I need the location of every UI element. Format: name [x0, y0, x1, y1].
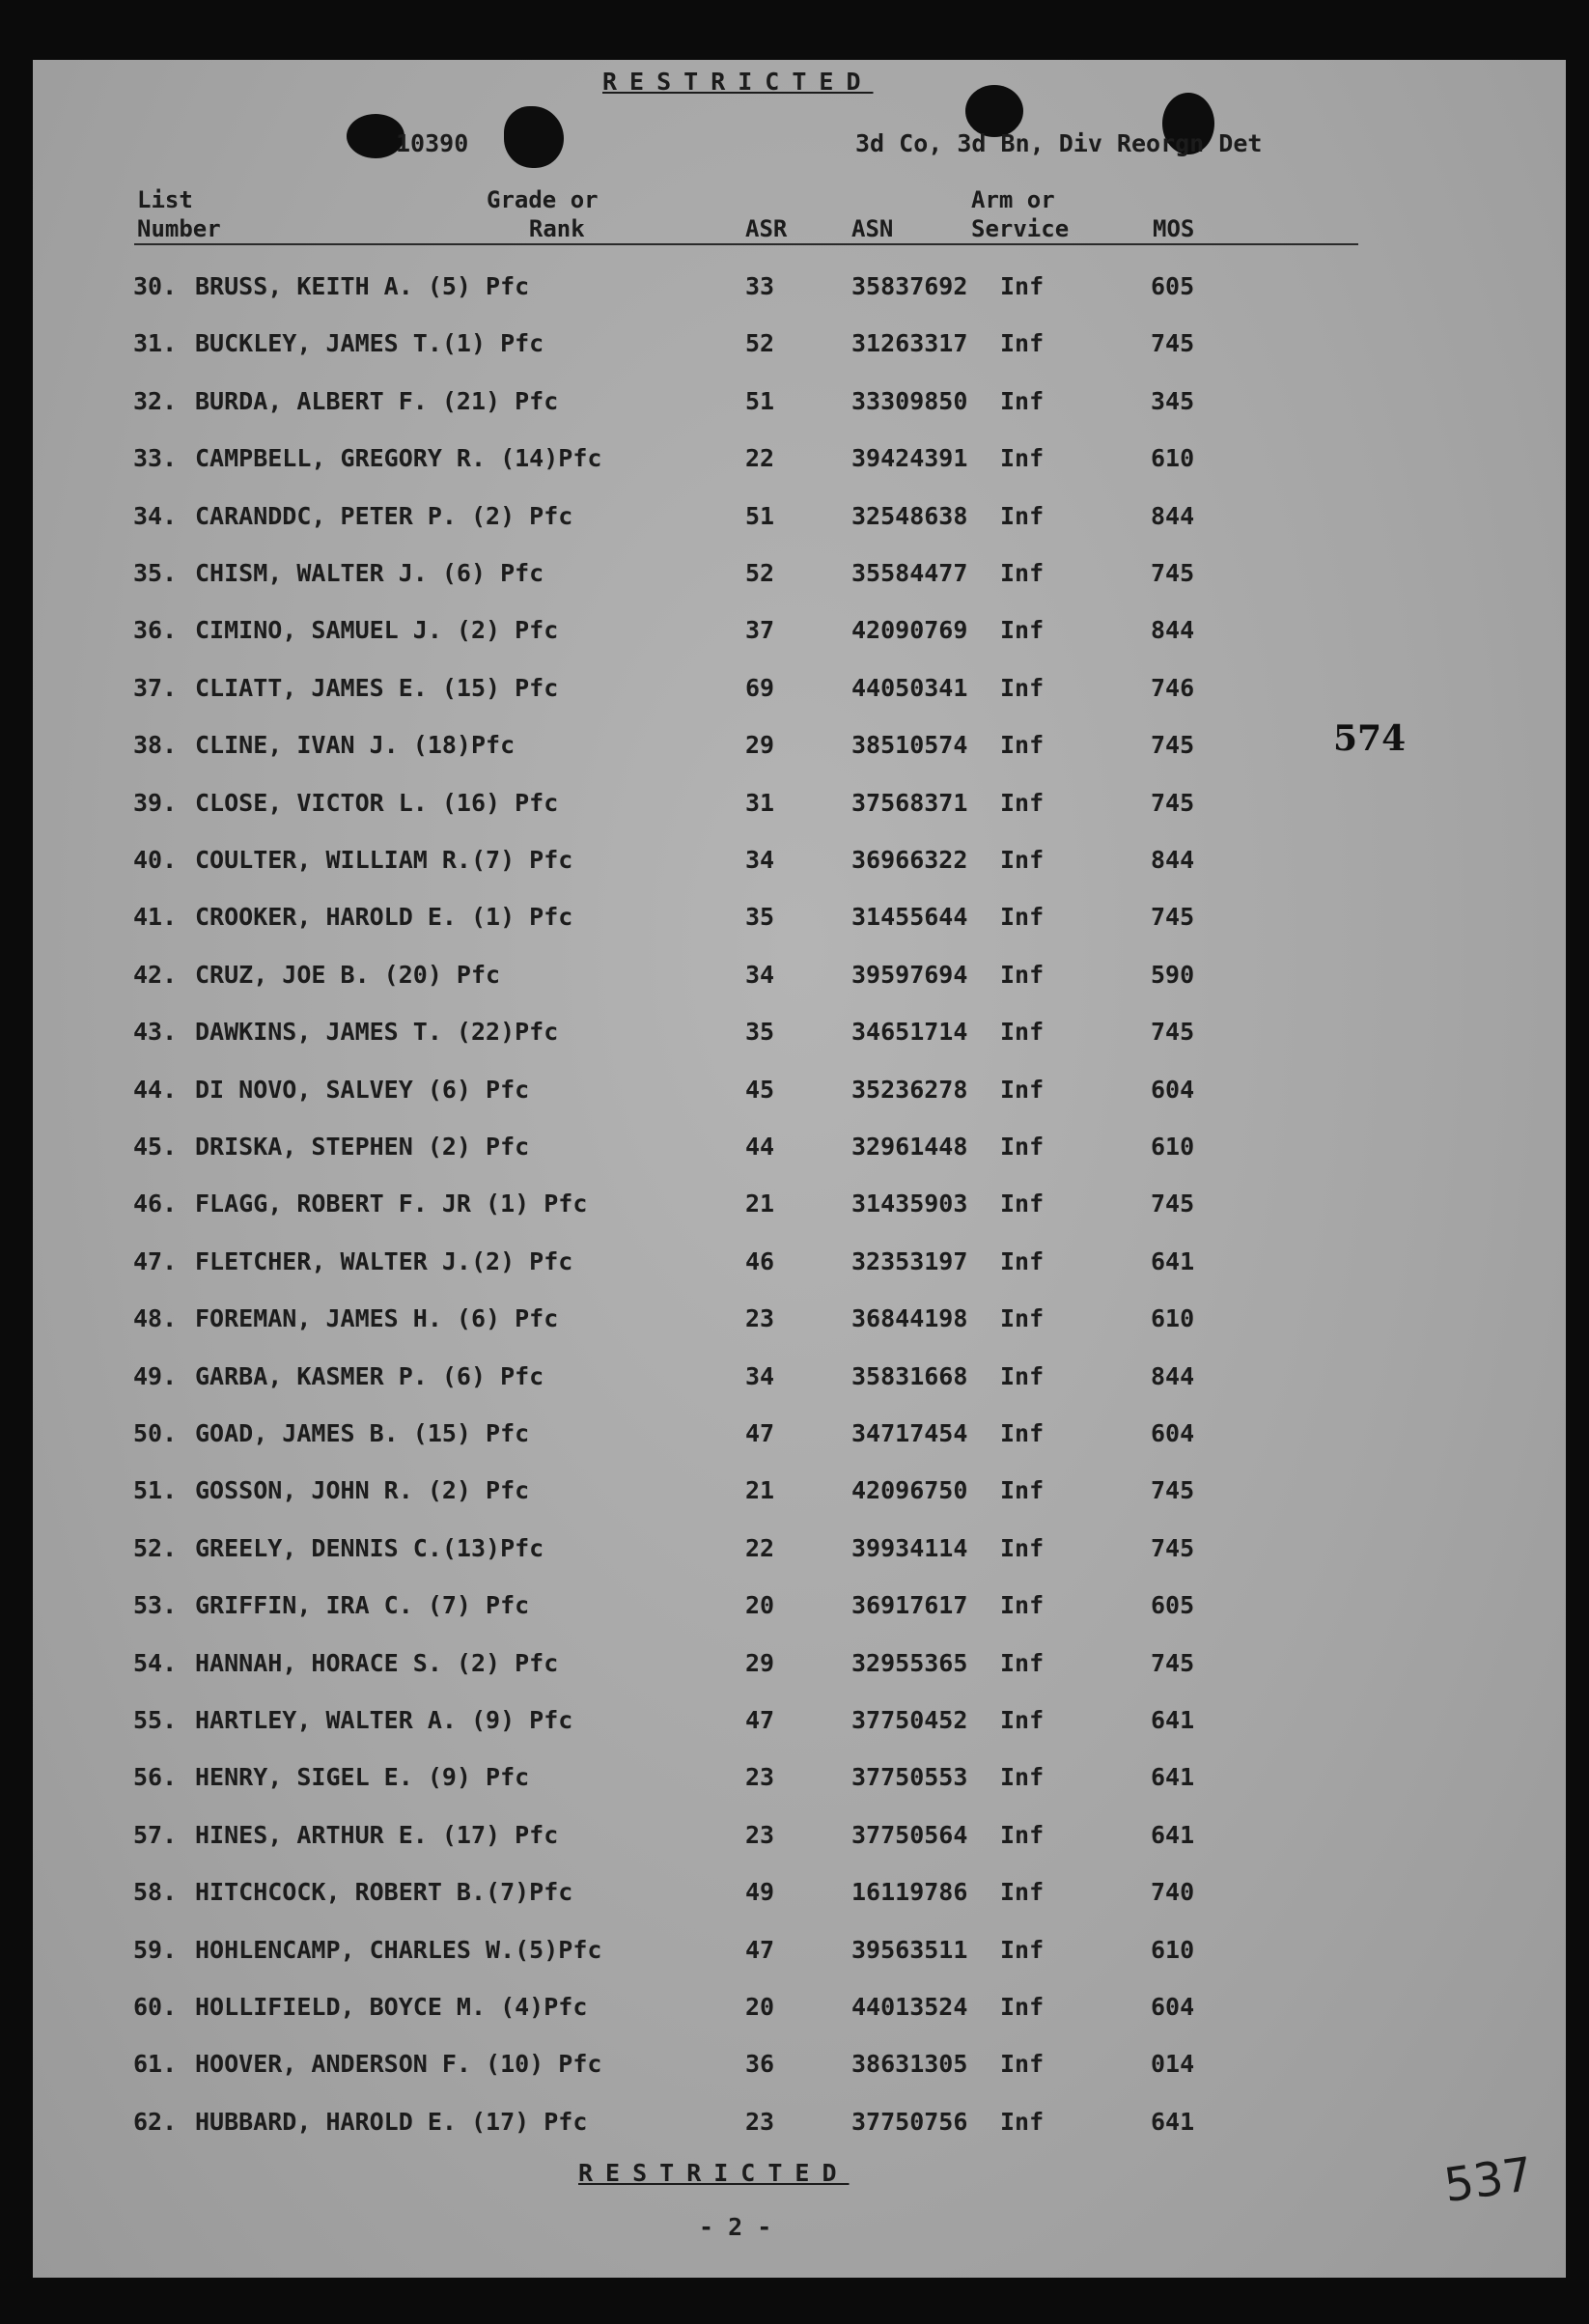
name-grade-cell: GOSSON, JOHN R. (2) Pfc	[195, 1476, 530, 1505]
arm-service-cell: Inf	[1000, 329, 1045, 358]
asn-cell: 39563511	[851, 1935, 968, 1964]
list-number-cell: 60.	[133, 1993, 178, 2021]
page-number: - 2 -	[699, 2213, 772, 2241]
arm-service-cell: Inf	[1000, 1533, 1045, 1562]
mos-cell: 604	[1151, 1419, 1195, 1447]
asr-cell: 51	[745, 386, 775, 415]
asn-cell: 39597694	[851, 960, 968, 989]
mos-cell: 745	[1151, 1648, 1195, 1677]
name-grade-cell: GREELY, DENNIS C.(13)Pfc	[195, 1533, 544, 1562]
header-classification: RESTRICTED	[602, 68, 874, 96]
asn-cell: 35236278	[851, 1075, 968, 1104]
asr-cell: 31	[745, 788, 775, 817]
list-number-cell: 55.	[133, 1706, 178, 1734]
col-header-arm: Arm or Service	[971, 186, 1070, 242]
asr-cell: 44	[745, 1133, 775, 1161]
asn-cell: 37568371	[851, 788, 968, 817]
arm-service-cell: Inf	[1000, 386, 1045, 415]
arm-service-cell: Inf	[1000, 673, 1045, 702]
mos-cell: 745	[1151, 1190, 1195, 1218]
asn-cell: 44050341	[851, 673, 968, 702]
asr-cell: 34	[745, 960, 775, 989]
table-row	[33, 1476, 1566, 1515]
arm-service-cell: Inf	[1000, 1763, 1045, 1792]
name-grade-cell: HOOVER, ANDERSON F. (10) Pfc	[195, 2050, 602, 2079]
arm-service-cell: Inf	[1000, 1419, 1045, 1447]
asn-cell: 39424391	[851, 444, 968, 473]
arm-service-cell: Inf	[1000, 731, 1045, 760]
table-row	[33, 1591, 1566, 1630]
list-number-cell: 56.	[133, 1763, 178, 1792]
list-number-cell: 31.	[133, 329, 178, 358]
list-number-cell: 32.	[133, 386, 178, 415]
name-grade-cell: CROOKER, HAROLD E. (1) Pfc	[195, 903, 573, 932]
arm-service-cell: Inf	[1000, 2107, 1045, 2136]
table-row	[33, 616, 1566, 655]
mos-cell: 740	[1151, 1878, 1195, 1907]
arm-service-cell: Inf	[1000, 1993, 1045, 2021]
table-row	[33, 272, 1566, 311]
document-page	[33, 60, 1566, 2278]
table-row	[33, 1936, 1566, 1974]
asn-cell: 31435903	[851, 1190, 968, 1218]
mos-cell: 610	[1151, 1133, 1195, 1161]
name-grade-cell: CARANDDC, PETER P. (2) Pfc	[195, 501, 573, 530]
list-number-cell: 54.	[133, 1648, 178, 1677]
table-row	[33, 444, 1566, 483]
list-number-cell: 51.	[133, 1476, 178, 1505]
mos-cell: 745	[1151, 903, 1195, 932]
name-grade-cell: CIMINO, SAMUEL J. (2) Pfc	[195, 616, 559, 645]
asr-cell: 29	[745, 731, 775, 760]
name-grade-cell: HOHLENCAMP, CHARLES W.(5)Pfc	[195, 1935, 602, 1964]
table-row	[33, 1706, 1566, 1745]
arm-service-cell: Inf	[1000, 846, 1045, 874]
asr-cell: 69	[745, 673, 775, 702]
asr-cell: 22	[745, 444, 775, 473]
name-grade-cell: FLAGG, ROBERT F. JR (1) Pfc	[195, 1190, 588, 1218]
asn-cell: 38510574	[851, 731, 968, 760]
asn-cell: 42090769	[851, 616, 968, 645]
mos-cell: 844	[1151, 616, 1195, 645]
mos-cell: 604	[1151, 1075, 1195, 1104]
table-row	[33, 329, 1566, 368]
asr-cell: 36	[745, 2050, 775, 2079]
mos-cell: 604	[1151, 1993, 1195, 2021]
mos-cell: 745	[1151, 1018, 1195, 1047]
arm-service-cell: Inf	[1000, 1075, 1045, 1104]
table-row	[33, 674, 1566, 713]
asr-cell: 46	[745, 1246, 775, 1275]
table-row	[33, 1821, 1566, 1860]
table-row	[33, 1993, 1566, 2031]
name-grade-cell: CRUZ, JOE B. (20) Pfc	[195, 960, 501, 989]
arm-service-cell: Inf	[1000, 1018, 1045, 1047]
arm-service-cell: Inf	[1000, 1246, 1045, 1275]
col-header-asr: ASR	[745, 215, 788, 242]
asr-cell: 23	[745, 1820, 775, 1849]
mos-cell: 641	[1151, 2107, 1195, 2136]
name-grade-cell: DI NOVO, SALVEY (6) Pfc	[195, 1075, 530, 1104]
list-number-cell: 43.	[133, 1018, 178, 1047]
name-grade-cell: CAMPBELL, GREGORY R. (14)Pfc	[195, 444, 602, 473]
arm-service-cell: Inf	[1000, 1133, 1045, 1161]
table-row	[33, 2050, 1566, 2088]
name-grade-cell: GOAD, JAMES B. (15) Pfc	[195, 1419, 530, 1447]
name-grade-cell: HUBBARD, HAROLD E. (17) Pfc	[195, 2107, 588, 2136]
name-grade-cell: COULTER, WILLIAM R.(7) Pfc	[195, 846, 573, 874]
arm-service-cell: Inf	[1000, 1591, 1045, 1620]
name-grade-cell: CLIATT, JAMES E. (15) Pfc	[195, 673, 559, 702]
mos-cell: 844	[1151, 1361, 1195, 1390]
asn-cell: 37750452	[851, 1706, 968, 1734]
list-number-cell: 52.	[133, 1533, 178, 1562]
mos-cell: 014	[1151, 2050, 1195, 2079]
list-number-cell: 34.	[133, 501, 178, 530]
list-number-cell: 49.	[133, 1361, 178, 1390]
asn-cell: 31455644	[851, 903, 968, 932]
asr-cell: 52	[745, 559, 775, 587]
asr-cell: 52	[745, 329, 775, 358]
asn-cell: 32353197	[851, 1246, 968, 1275]
asr-cell: 34	[745, 1361, 775, 1390]
asr-cell: 22	[745, 1533, 775, 1562]
arm-service-cell: Inf	[1000, 559, 1045, 587]
name-grade-cell: HOLLIFIELD, BOYCE M. (4)Pfc	[195, 1993, 588, 2021]
name-grade-cell: FOREMAN, JAMES H. (6) Pfc	[195, 1304, 559, 1333]
table-row	[33, 1018, 1566, 1056]
list-number-cell: 48.	[133, 1304, 178, 1333]
table-row	[33, 1649, 1566, 1688]
col-header-mos: MOS	[1153, 215, 1195, 242]
name-grade-cell: BRUSS, KEITH A. (5) Pfc	[195, 272, 530, 300]
mos-cell: 746	[1151, 673, 1195, 702]
asr-cell: 23	[745, 1304, 775, 1333]
mos-cell: 605	[1151, 1591, 1195, 1620]
asr-cell: 47	[745, 1706, 775, 1734]
table-row	[33, 903, 1566, 941]
table-row	[33, 789, 1566, 827]
asr-cell: 35	[745, 903, 775, 932]
table-row	[33, 1362, 1566, 1401]
table-row	[33, 1304, 1566, 1343]
table-row	[33, 1534, 1566, 1573]
name-grade-cell: GARBA, KASMER P. (6) Pfc	[195, 1361, 544, 1390]
mos-cell: 345	[1151, 386, 1195, 415]
mos-cell: 641	[1151, 1246, 1195, 1275]
name-grade-cell: HINES, ARTHUR E. (17) Pfc	[195, 1820, 559, 1849]
table-row	[33, 1190, 1566, 1228]
name-grade-cell: CLOSE, VICTOR L. (16) Pfc	[195, 788, 559, 817]
mos-cell: 745	[1151, 731, 1195, 760]
asr-cell: 29	[745, 1648, 775, 1677]
arm-service-cell: Inf	[1000, 960, 1045, 989]
col-header-list-number: List Number	[137, 186, 221, 242]
asr-cell: 23	[745, 2107, 775, 2136]
table-row	[33, 1878, 1566, 1917]
redaction-blot	[504, 106, 564, 168]
asr-cell: 33	[745, 272, 775, 300]
document-number: 10390	[396, 129, 469, 157]
name-grade-cell: DAWKINS, JAMES T. (22)Pfc	[195, 1018, 559, 1047]
name-grade-cell: DRISKA, STEPHEN (2) Pfc	[195, 1133, 530, 1161]
name-grade-cell: BUCKLEY, JAMES T.(1) Pfc	[195, 329, 544, 358]
list-number-cell: 61.	[133, 2050, 178, 2079]
asr-cell: 37	[745, 616, 775, 645]
handwritten-number: 537	[1440, 2146, 1537, 2214]
arm-service-cell: Inf	[1000, 1648, 1045, 1677]
list-number-cell: 33.	[133, 444, 178, 473]
mos-cell: 745	[1151, 559, 1195, 587]
asn-cell: 39934114	[851, 1533, 968, 1562]
asr-cell: 35	[745, 1018, 775, 1047]
list-number-cell: 45.	[133, 1133, 178, 1161]
name-grade-cell: HITCHCOCK, ROBERT B.(7)Pfc	[195, 1878, 573, 1907]
list-number-cell: 50.	[133, 1419, 178, 1447]
mos-cell: 745	[1151, 788, 1195, 817]
name-grade-cell: HENRY, SIGEL E. (9) Pfc	[195, 1763, 530, 1792]
arm-service-cell: Inf	[1000, 1190, 1045, 1218]
asn-cell: 36966322	[851, 846, 968, 874]
arm-service-cell: Inf	[1000, 1935, 1045, 1964]
arm-service-cell: Inf	[1000, 1878, 1045, 1907]
list-number-cell: 40.	[133, 846, 178, 874]
arm-service-cell: Inf	[1000, 272, 1045, 300]
asn-cell: 37750553	[851, 1763, 968, 1792]
asn-cell: 35837692	[851, 272, 968, 300]
asn-cell: 32961448	[851, 1133, 968, 1161]
asn-cell: 31263317	[851, 329, 968, 358]
table-row	[33, 1419, 1566, 1458]
asn-cell: 32548638	[851, 501, 968, 530]
col-header-grade: Grade or Rank	[487, 186, 599, 242]
table-row	[33, 1076, 1566, 1114]
arm-service-cell: Inf	[1000, 1476, 1045, 1505]
table-row	[33, 1763, 1566, 1802]
mos-cell: 605	[1151, 272, 1195, 300]
list-number-cell: 57.	[133, 1820, 178, 1849]
asr-cell: 20	[745, 1591, 775, 1620]
mos-cell: 610	[1151, 1935, 1195, 1964]
list-number-cell: 35.	[133, 559, 178, 587]
side-stamp-number: 574	[1333, 718, 1407, 759]
asn-cell: 42096750	[851, 1476, 968, 1505]
asn-cell: 36917617	[851, 1591, 968, 1620]
name-grade-cell: FLETCHER, WALTER J.(2) Pfc	[195, 1246, 573, 1275]
table-row	[33, 846, 1566, 884]
list-number-cell: 47.	[133, 1246, 178, 1275]
list-number-cell: 42.	[133, 960, 178, 989]
table-row	[33, 502, 1566, 541]
mos-cell: 610	[1151, 444, 1195, 473]
arm-service-cell: Inf	[1000, 444, 1045, 473]
header-rule	[134, 243, 1358, 245]
arm-service-cell: Inf	[1000, 2050, 1045, 2079]
list-number-cell: 62.	[133, 2107, 178, 2136]
table-row	[33, 1133, 1566, 1171]
mos-cell: 745	[1151, 329, 1195, 358]
asn-cell: 38631305	[851, 2050, 968, 2079]
asr-cell: 23	[745, 1763, 775, 1792]
list-number-cell: 53.	[133, 1591, 178, 1620]
list-number-cell: 41.	[133, 903, 178, 932]
name-grade-cell: BURDA, ALBERT F. (21) Pfc	[195, 386, 559, 415]
mos-cell: 590	[1151, 960, 1195, 989]
list-number-cell: 44.	[133, 1075, 178, 1104]
asr-cell: 21	[745, 1476, 775, 1505]
asr-cell: 45	[745, 1075, 775, 1104]
asn-cell: 34651714	[851, 1018, 968, 1047]
list-number-cell: 38.	[133, 731, 178, 760]
mos-cell: 745	[1151, 1476, 1195, 1505]
mos-cell: 641	[1151, 1706, 1195, 1734]
mos-cell: 844	[1151, 501, 1195, 530]
table-row	[33, 961, 1566, 999]
name-grade-cell: CHISM, WALTER J. (6) Pfc	[195, 559, 544, 587]
asn-cell: 37750756	[851, 2107, 968, 2136]
table-row	[33, 559, 1566, 598]
unit-designation: 3d Co, 3d Bn, Div Reorgn Det	[855, 129, 1263, 157]
asr-cell: 34	[745, 846, 775, 874]
arm-service-cell: Inf	[1000, 1706, 1045, 1734]
asn-cell: 37750564	[851, 1820, 968, 1849]
table-row	[33, 1247, 1566, 1286]
list-number-cell: 59.	[133, 1935, 178, 1964]
arm-service-cell: Inf	[1000, 1820, 1045, 1849]
asn-cell: 35831668	[851, 1361, 968, 1390]
arm-service-cell: Inf	[1000, 788, 1045, 817]
list-number-cell: 39.	[133, 788, 178, 817]
asr-cell: 49	[745, 1878, 775, 1907]
list-number-cell: 58.	[133, 1878, 178, 1907]
list-number-cell: 36.	[133, 616, 178, 645]
arm-service-cell: Inf	[1000, 616, 1045, 645]
asn-cell: 36844198	[851, 1304, 968, 1333]
name-grade-cell: GRIFFIN, IRA C. (7) Pfc	[195, 1591, 530, 1620]
name-grade-cell: HARTLEY, WALTER A. (9) Pfc	[195, 1706, 573, 1734]
arm-service-cell: Inf	[1000, 501, 1045, 530]
asn-cell: 44013524	[851, 1993, 968, 2021]
table-row	[33, 2108, 1566, 2146]
asr-cell: 51	[745, 501, 775, 530]
arm-service-cell: Inf	[1000, 903, 1045, 932]
asn-cell: 34717454	[851, 1419, 968, 1447]
mos-cell: 844	[1151, 846, 1195, 874]
asn-cell: 16119786	[851, 1878, 968, 1907]
footer-classification: RESTRICTED	[578, 2159, 850, 2187]
mos-cell: 641	[1151, 1763, 1195, 1792]
mos-cell: 641	[1151, 1820, 1195, 1849]
arm-service-cell: Inf	[1000, 1304, 1045, 1333]
list-number-cell: 46.	[133, 1190, 178, 1218]
name-grade-cell: HANNAH, HORACE S. (2) Pfc	[195, 1648, 559, 1677]
asr-cell: 47	[745, 1935, 775, 1964]
arm-service-cell: Inf	[1000, 1361, 1045, 1390]
list-number-cell: 37.	[133, 673, 178, 702]
list-number-cell: 30.	[133, 272, 178, 300]
mos-cell: 610	[1151, 1304, 1195, 1333]
asn-cell: 32955365	[851, 1648, 968, 1677]
col-header-asn: ASN	[851, 215, 894, 242]
asr-cell: 47	[745, 1419, 775, 1447]
asn-cell: 33309850	[851, 386, 968, 415]
name-grade-cell: CLINE, IVAN J. (18)Pfc	[195, 731, 516, 760]
asr-cell: 20	[745, 1993, 775, 2021]
table-row	[33, 387, 1566, 426]
mos-cell: 745	[1151, 1533, 1195, 1562]
asn-cell: 35584477	[851, 559, 968, 587]
asr-cell: 21	[745, 1190, 775, 1218]
